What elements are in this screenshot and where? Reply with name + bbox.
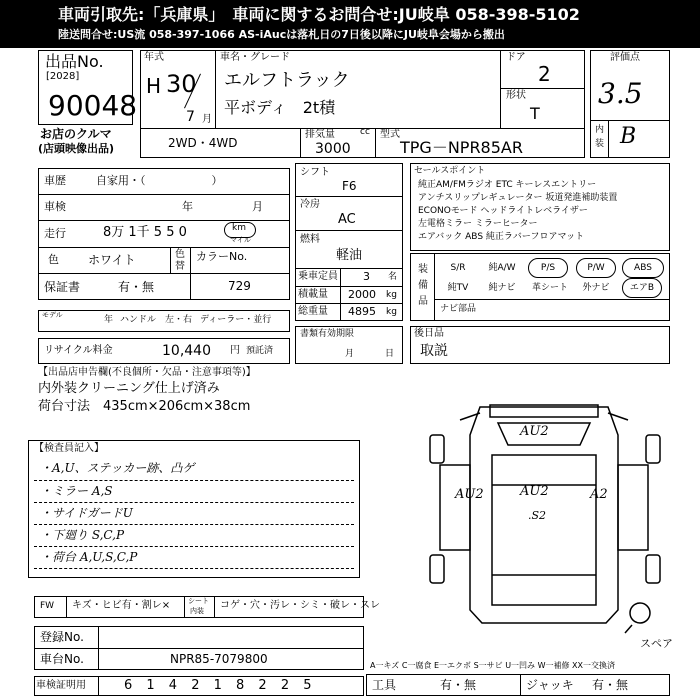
sales-point-line: 左電格ミラー ミラーヒーター — [418, 219, 538, 229]
inspection-year: 年 — [182, 200, 193, 213]
diagram-center-mark: AU2 — [520, 484, 549, 499]
shift-label: シフト — [300, 167, 330, 178]
history-label: 車歴 — [44, 174, 66, 187]
spare-label: スペア — [640, 637, 673, 650]
weight-unit: kg — [386, 307, 397, 317]
score-label: 評価点 — [610, 52, 640, 63]
chassis-label: 車台No. — [40, 652, 84, 666]
inspector-line: ・サイドガードU — [40, 506, 133, 520]
ac-value: AC — [338, 212, 356, 227]
sales-points-label: セールスポイント — [414, 166, 486, 176]
header-line1: 車両引取先:「兵庫県」 車両に関するお問合せ:JU岐阜 058-398-5102 — [58, 5, 580, 24]
door-value: 2 — [538, 62, 551, 86]
equipment-label-2: 備 — [418, 280, 428, 291]
repaint-label-1: 色 — [175, 249, 185, 260]
equipment-label-1: 装 — [418, 264, 428, 275]
year-value: 30 — [166, 70, 197, 98]
recycle-note: 預託済 — [246, 346, 274, 356]
recycle-label: リサイクル料金 — [44, 345, 113, 356]
interior-value: B — [620, 124, 637, 149]
equipment-power-steering: P/S — [528, 258, 568, 278]
displacement-unit: cc — [360, 127, 370, 137]
sales-point-line: エアバック ABS 純正ラバーフロアマット — [418, 232, 585, 242]
shape-label: 形状 — [506, 90, 526, 101]
month-unit: 月 — [202, 114, 212, 125]
later-items-value: 取説 — [420, 343, 448, 359]
fuel-label: 燃料 — [300, 234, 320, 245]
stock-year: [2028] — [46, 71, 80, 82]
diagram-right-mark: A2 — [590, 487, 608, 502]
capacity-unit: 名 — [388, 272, 398, 282]
handle-side: ハンドル 左・右 — [120, 315, 193, 325]
mileage-label: 走行 — [44, 227, 66, 240]
stock-label: 出品No. — [45, 52, 104, 71]
load-label: 積載量 — [298, 289, 328, 300]
expiry-day: 日 — [385, 349, 395, 359]
chassis-number: NPR85-7079800 — [170, 652, 268, 666]
jack-label: ジャッキ — [526, 678, 574, 692]
shift-value: F6 — [342, 179, 357, 193]
model-code-label: 型式 — [380, 129, 400, 140]
warranty-value: 有・無 — [118, 280, 155, 294]
sales-point-line: ECONOモード ヘッドライトレベライザー — [418, 206, 588, 216]
equipment-sr: S/R — [450, 263, 466, 273]
shop-sublabel: (店頭映像出品) — [38, 142, 115, 155]
diagram-center-mark-2: .S2 — [528, 509, 547, 522]
year-label: 年式 — [144, 52, 164, 63]
diagram-front-mark: AU2 — [520, 424, 549, 439]
load-unit: kg — [386, 290, 397, 300]
inspector-line: ・下廻り S,C,P — [40, 528, 125, 542]
equipment-alloy-wheel: 純A/W — [488, 263, 516, 273]
equipment-leather-seat: 革シート — [531, 283, 568, 293]
inspection-month: 月 — [252, 200, 263, 213]
expiry-month: 月 — [345, 349, 355, 359]
drive-type: 2WD・4WD — [168, 136, 238, 150]
recycle-value: 10,440 — [162, 343, 211, 359]
month-value: 7 — [186, 109, 195, 125]
expiry-label: 書類有効期限 — [300, 329, 355, 339]
color-label: 色 — [48, 253, 59, 266]
equipment-tv: 純TV — [447, 283, 469, 293]
jack-value: 有・無 — [592, 678, 629, 692]
mileage-value: 8万 1千 5 5 0 — [103, 225, 187, 240]
door-label: ドア — [506, 52, 526, 63]
inspector-title: 【検査員記入】 — [34, 443, 104, 454]
inspector-line: ・ミラー A,S — [40, 484, 113, 498]
repaint-label-2: 替 — [175, 261, 185, 272]
model-row-label: モデル — [42, 311, 63, 319]
inspector-line: ・A,U、ステッカー跡、凸ゲ — [40, 461, 195, 475]
mile-label: マイル — [230, 236, 251, 244]
shape-value: T — [530, 104, 540, 123]
later-items-label: 後日品 — [414, 328, 444, 339]
car-grade: 平ボディ 2t積 — [224, 98, 336, 117]
notes-title: 【出品店申告欄(不良個所・欠品・注意事項等)】 — [38, 367, 256, 378]
damage-legend: A一キズ C一腐食 E一エクボ S一サビ U一凹み W一補修 XX一交換済 — [370, 661, 616, 670]
inspection-label: 車検 — [44, 200, 66, 213]
stock-number: 90048 — [48, 89, 138, 122]
fw-items: コゲ・穴・汚レ・シミ・破レ・スレ — [220, 600, 380, 611]
inspector-line: ・荷台 A,U,S,C,P — [40, 550, 138, 564]
warranty-label: 保証書 — [44, 280, 81, 294]
equipment-abs: ABS — [622, 258, 664, 278]
tools-label: 工具 — [372, 678, 397, 692]
fuel-value: 軽油 — [336, 248, 363, 263]
model-row-year: 年 — [104, 315, 114, 325]
weight-label: 総重量 — [298, 306, 328, 317]
load-value: 2000 — [348, 288, 376, 301]
dealer-type: ディーラー・並行 — [200, 315, 272, 325]
fw-label: FW — [40, 601, 55, 611]
sales-point-line: 純正AM/FMラジオ ETC キーレスエントリー — [418, 180, 597, 190]
interior-label-1: 内 — [595, 125, 605, 135]
fw-text: キズ・ヒビ有・割レ× — [72, 600, 171, 611]
capacity-value: 3 — [363, 270, 370, 283]
cert-label: 車検証明用 — [36, 680, 86, 691]
equipment-label-3: 品 — [418, 296, 428, 307]
header-line2: 陸送問合せ:US流 058-397-1066 AS-iAucは落札日の7日後以降にJU岐阜会場から搬出 — [58, 28, 505, 41]
sheet-label-2: 内装 — [190, 607, 204, 615]
sales-point-line: アンチスリップレギュレーター 坂道発進補助装置 — [418, 193, 618, 203]
cert-value: 6 1 4 2 1 8 2 2 5 — [124, 678, 317, 693]
displacement-label: 排気量 — [305, 129, 335, 140]
equipment-airbag: エアB — [622, 278, 662, 298]
tools-value: 有・無 — [440, 678, 477, 692]
navi-parts-label: ナビ部品 — [440, 304, 477, 314]
later-items-box — [410, 326, 670, 364]
interior-label-2: 装 — [595, 139, 605, 149]
model-code: TPG－NPR85AR — [400, 138, 523, 157]
color-code: 729 — [228, 279, 251, 293]
capacity-label: 乗車定員 — [298, 271, 338, 282]
notes-line-2: 荷台寸法 435cm×206cm×38cm — [38, 399, 251, 414]
year-era: H — [146, 74, 162, 98]
color-value: ホワイト — [88, 253, 136, 267]
registration-label: 登録No. — [40, 630, 84, 644]
equipment-power-window: P/W — [576, 258, 616, 278]
recycle-unit: 円 — [230, 345, 240, 356]
equipment-aftermarket-navi: 外ナビ — [582, 283, 610, 293]
equipment-navi: 純ナビ — [488, 283, 516, 293]
color-code-label: カラーNo. — [196, 250, 248, 263]
car-name-label: 車名・グレード — [220, 52, 290, 63]
shop-label: お店のクルマ — [40, 127, 112, 141]
sheet-label-1: シート — [188, 597, 209, 605]
ac-label: 冷房 — [300, 199, 320, 210]
diagram-left-mark: AU2 — [455, 487, 484, 502]
history-value: 自家用・（ ） — [96, 174, 223, 187]
car-name: エルフトラック — [224, 70, 350, 91]
displacement-value: 3000 — [315, 141, 351, 157]
km-label: km — [232, 223, 246, 233]
weight-value: 4895 — [348, 305, 376, 318]
notes-line-1: 内外装クリーニング仕上げ済み — [38, 381, 220, 396]
score-value: 3.5 — [598, 77, 643, 110]
